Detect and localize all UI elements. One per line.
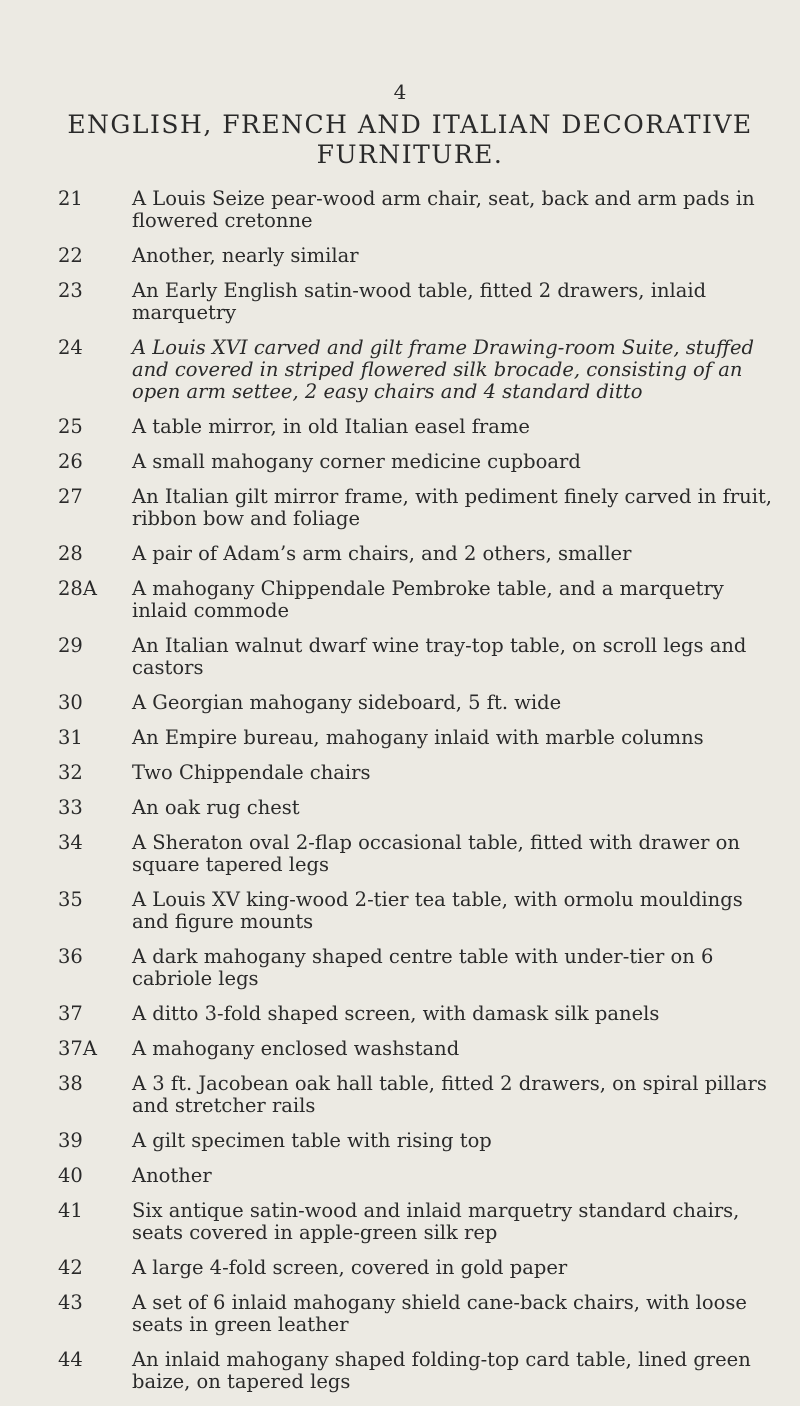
lot-entry [0,280,800,324]
lot-entry [0,1349,800,1393]
lot-number: 29 [58,634,83,657]
lot-number: 33 [58,796,83,819]
lot-number: 30 [58,691,83,714]
lot-number: 23 [58,279,83,302]
lot-description: An Empire bureau, mahogany inlaid with marble columns [132,726,704,749]
lot-entry [0,889,800,933]
lot-number: 43 [58,1291,83,1314]
lot-number: 42 [58,1256,83,1279]
lot-entry [0,245,800,267]
lot-description: A Sheraton oval 2-flap occasional table, fitted with drawer on square tapered legs [132,831,740,876]
lot-entry [0,1257,800,1279]
lot-description: A Louis XVI carved and gilt frame Drawing-room Suite, stuffed and covered in striped flowered silk brocade, consisting of an open arm settee, 2 easy chairs and 4 standard ditto [132,336,754,403]
lot-description: A ditto 3-fold shaped screen, with damask silk panels [132,1002,660,1025]
lot-entry [0,1200,800,1244]
lot-entry [0,486,800,530]
lot-number: 41 [58,1199,83,1222]
lot-number: 27 [58,485,83,508]
lot-entry [0,692,800,714]
lot-number: 22 [58,244,83,267]
lot-number: 40 [58,1164,83,1187]
lot-entry [0,1130,800,1152]
lot-list [0,188,800,1406]
lot-entry [0,416,800,438]
lot-entry [0,762,800,784]
page-number: 4 [393,80,407,104]
lot-entry [0,1038,800,1060]
lot-description: An oak rug chest [132,796,300,819]
lot-description: A Louis XV king-wood 2-tier tea table, with ormolu mouldings and figure mounts [132,888,743,933]
lot-number: 31 [58,726,83,749]
lot-entry [0,946,800,990]
lot-entry [0,188,800,232]
lot-number: 32 [58,761,83,784]
lot-description: A mahogany enclosed washstand [132,1037,460,1060]
lot-entry [0,727,800,749]
lot-description: A pair of Adam’s arm chairs, and 2 others, smaller [132,542,632,565]
lot-description: An inlaid mahogany shaped folding-top card table, lined green baize, on tapered legs [132,1348,751,1393]
lot-entry [0,1165,800,1187]
lot-entry [0,337,800,403]
lot-description: A dark mahogany shaped centre table with under-tier on 6 cabriole legs [132,945,714,990]
lot-description: An Early English satin-wood table, fitted 2 drawers, inlaid marquetry [132,279,707,324]
lot-number: 24 [58,336,83,359]
section-heading: ENGLISH, FRENCH AND ITALIAN DECORATIVE FURNITURE. [67,110,753,169]
lot-number: 36 [58,945,83,968]
lot-entry [0,578,800,622]
lot-description: A set of 6 inlaid mahogany shield cane-back chairs, with loose seats in green leather [132,1291,747,1336]
lot-entry [0,543,800,565]
lot-number: 38 [58,1072,83,1095]
lot-number: 37 [58,1002,83,1025]
lot-description: Another [132,1164,212,1187]
lot-description: A large 4-fold screen, covered in gold paper [132,1256,568,1279]
lot-number: 44 [58,1348,83,1371]
lot-number: 35 [58,888,83,911]
lot-number: 26 [58,450,83,473]
lot-number: 28A [58,577,97,600]
lot-number: 34 [58,831,83,854]
lot-description: A Georgian mahogany sideboard, 5 ft. wide [132,691,562,714]
lot-description: A Louis Seize pear-wood arm chair, seat, back and arm pads in flowered cretonne [132,187,755,232]
lot-description: A gilt specimen table with rising top [132,1129,492,1152]
lot-description: A table mirror, in old Italian easel frame [132,415,530,438]
lot-description: A 3 ft. Jacobean oak hall table, fitted 2 drawers, on spiral pillars and stretcher rails [132,1072,767,1117]
lot-number: 37A [58,1037,97,1060]
lot-description: A mahogany Chippendale Pembroke table, and a marquetry inlaid commode [132,577,724,622]
lot-number: 21 [58,187,83,210]
lot-number: 39 [58,1129,83,1152]
lot-entry [0,451,800,473]
lot-entry [0,1292,800,1336]
lot-description: An Italian gilt mirror frame, with pediment finely carved in fruit, ribbon bow and foliage [132,485,772,530]
lot-entry [0,797,800,819]
lot-entry [0,1003,800,1025]
lot-description: Another, nearly similar [132,244,359,267]
lot-number: 25 [58,415,83,438]
lot-entry [0,832,800,876]
lot-description: An Italian walnut dwarf wine tray-top table, on scroll legs and castors [132,634,747,679]
lot-description: Six antique satin-wood and inlaid marquetry standard chairs, seats covered in apple-green silk rep [132,1199,740,1244]
lot-entry [0,1073,800,1117]
lot-number: 28 [58,542,83,565]
lot-description: Two Chippendale chairs [132,761,371,784]
lot-description: A small mahogany corner medicine cupboard [132,450,581,473]
lot-entry [0,635,800,679]
